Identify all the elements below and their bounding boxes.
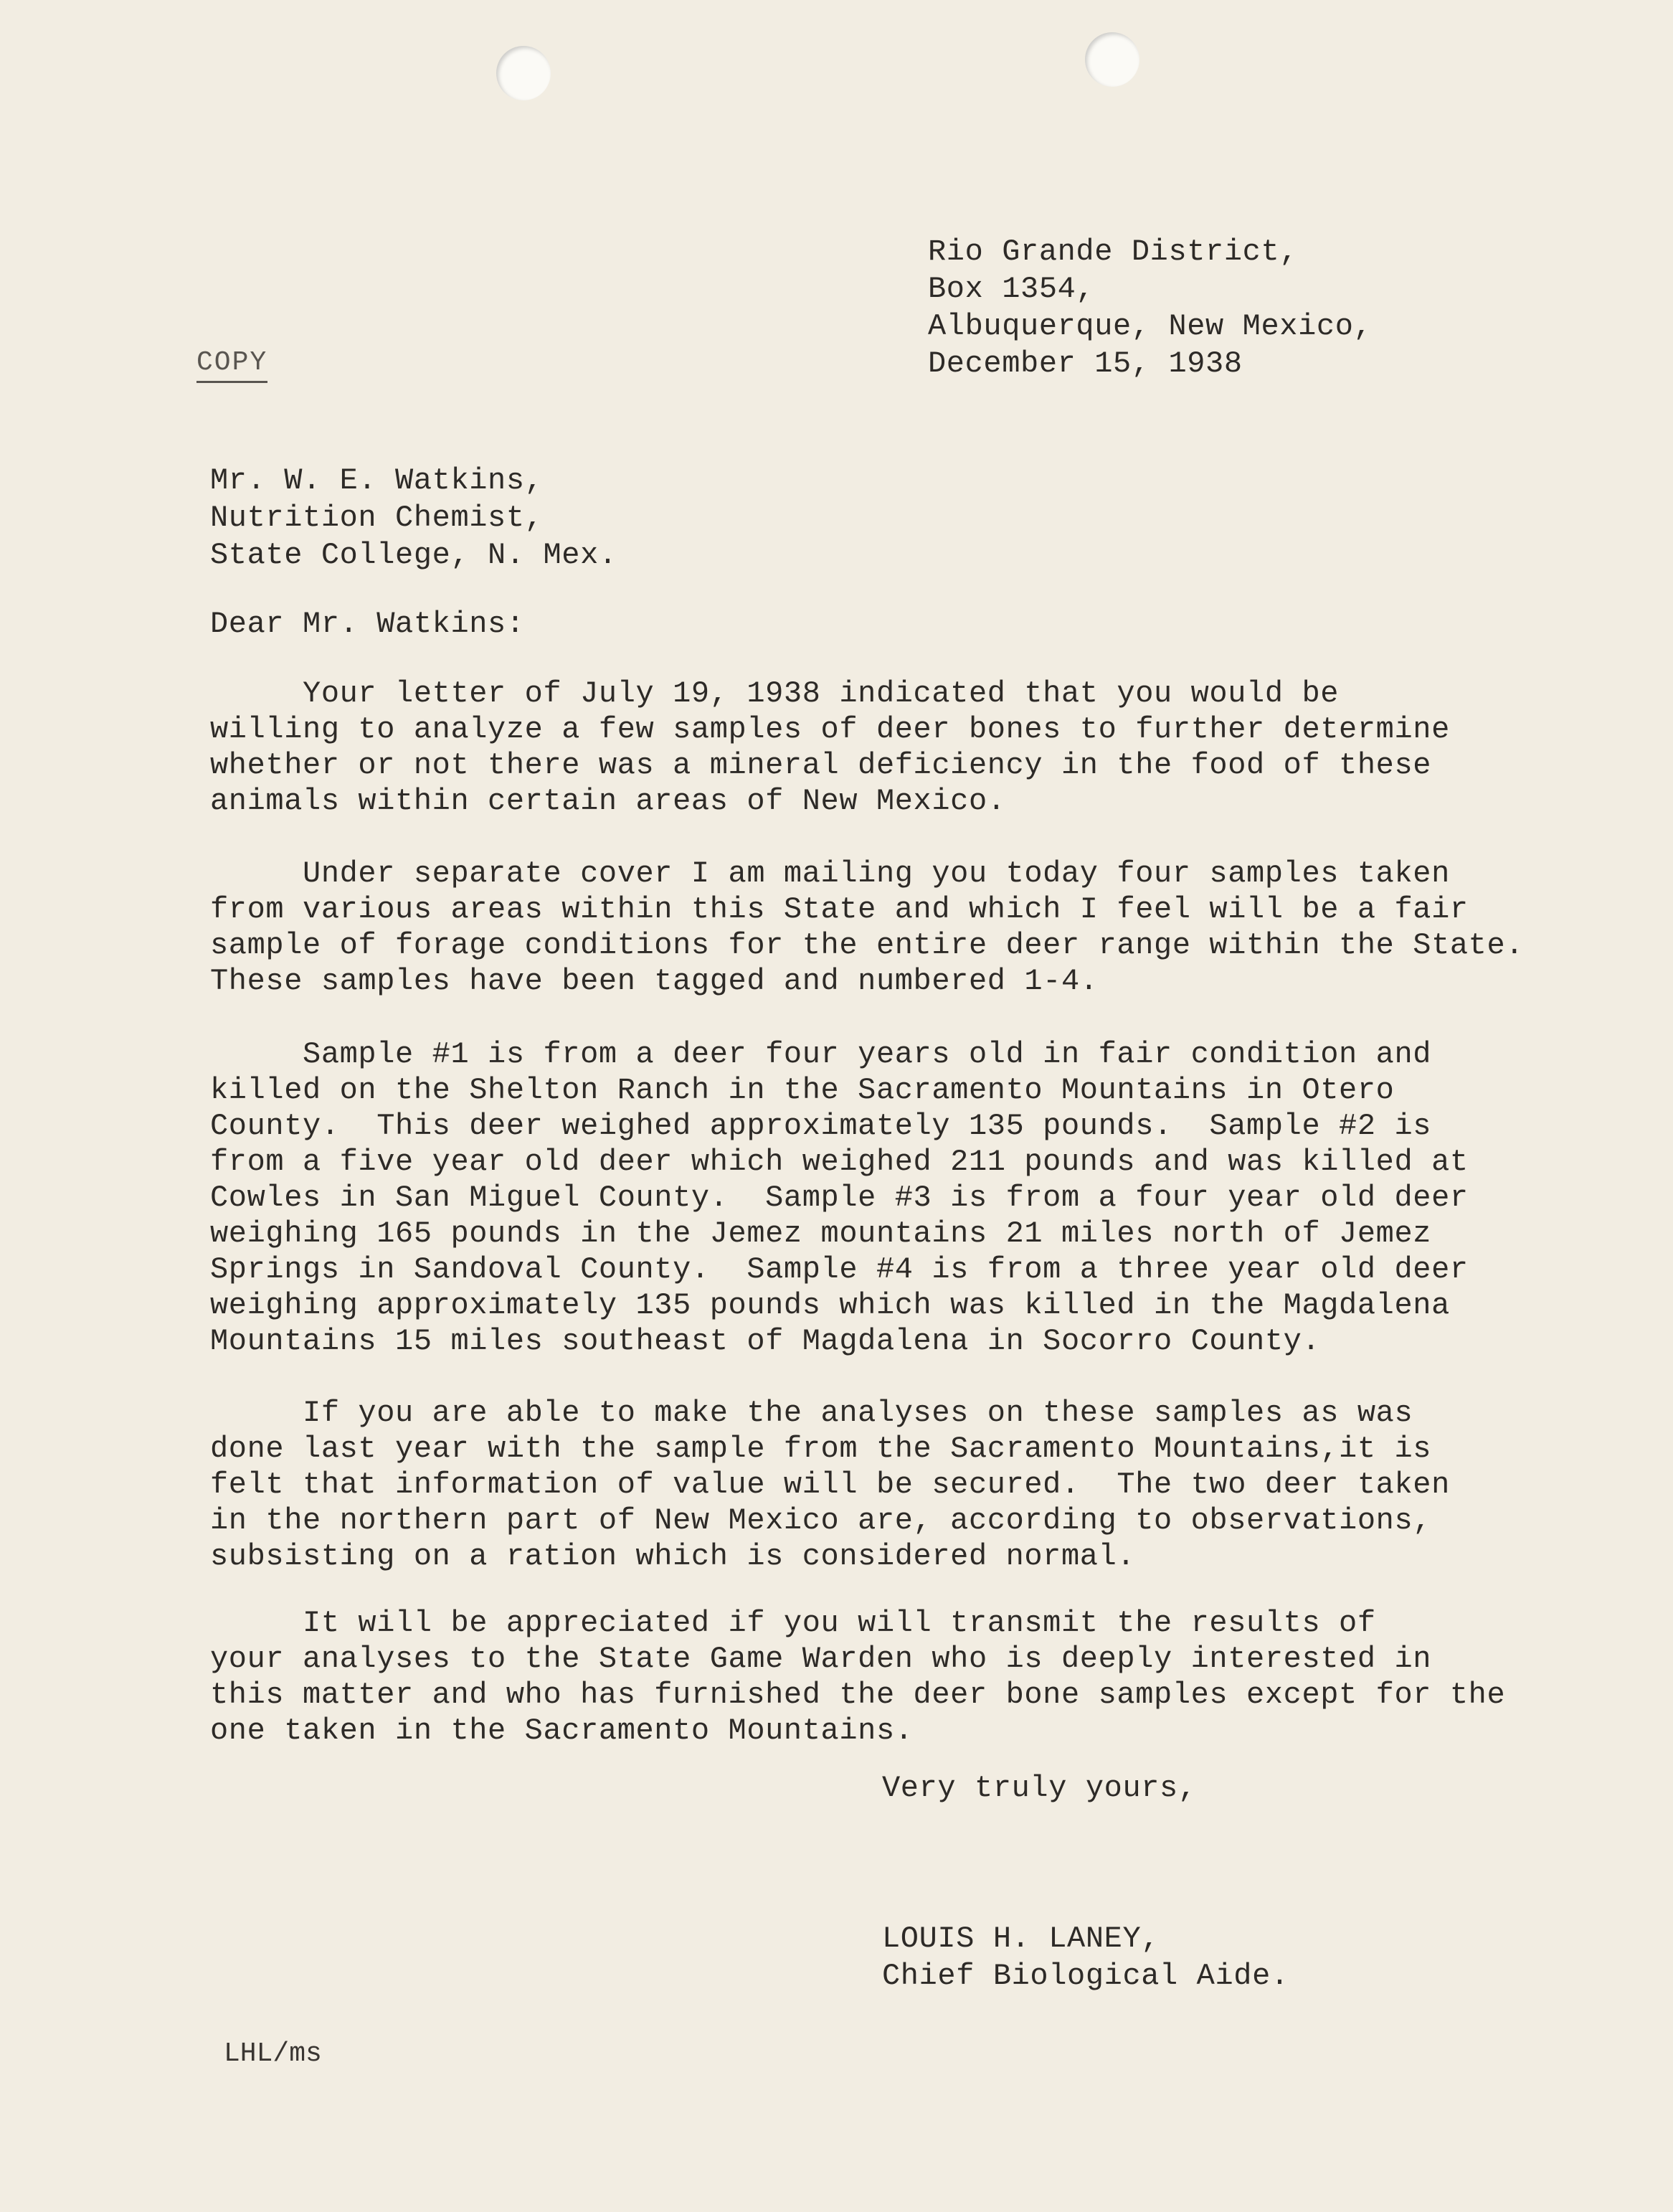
body-line: from a five year old deer which weighed 211 pounds and was killed at	[210, 1145, 1469, 1179]
addressee-title: Nutrition Chemist,	[210, 501, 544, 535]
punch-hole	[1085, 32, 1139, 87]
body-line: Mountains 15 miles southeast of Magdalena in Socorro County.	[210, 1324, 1321, 1358]
letter-date: December 15, 1938	[928, 346, 1243, 381]
addressee-name: Mr. W. E. Watkins,	[210, 463, 544, 498]
body-line: weighing 165 pounds in the Jemez mountains 21 miles north of Jemez	[210, 1216, 1432, 1251]
body-line: sample of forage conditions for the entire deer range within the State.	[210, 928, 1525, 963]
signer-title: Chief Biological Aide.	[882, 1959, 1289, 1993]
body-line: Cowles in San Miguel County. Sample #3 is from a four year old deer	[210, 1181, 1469, 1215]
body-line: Springs in Sandoval County. Sample #4 is from a three year old deer	[210, 1252, 1469, 1287]
body-line: your analyses to the State Game Warden who is deeply interested in	[210, 1642, 1432, 1676]
addressee-location: State College, N. Mex.	[210, 538, 617, 572]
reference-initials: LHL/ms	[224, 2038, 322, 2069]
body-line: this matter and who has furnished the deer bone samples except for the	[210, 1678, 1506, 1712]
body-line: Sample #1 is from a deer four years old in fair condition and	[210, 1037, 1432, 1072]
heading-district: Rio Grande District,	[928, 235, 1299, 269]
body-line: from various areas within this State and which I feel will be a fair	[210, 892, 1469, 927]
body-line: willing to analyze a few samples of deer bones to further determine	[210, 712, 1450, 747]
body-line: felt that information of value will be secured. The two deer taken	[210, 1467, 1450, 1502]
punch-hole	[496, 46, 551, 100]
body-line: done last year with the sample from the Sacramento Mountains,it is	[210, 1432, 1432, 1466]
copy-stamp: COPY	[196, 347, 267, 383]
body-line: County. This deer weighed approximately 135 pounds. Sample #2 is	[210, 1109, 1432, 1143]
signer-name: LOUIS H. LANEY,	[882, 1922, 1160, 1956]
body-line: These samples have been tagged and numbered 1-4.	[210, 964, 1099, 998]
body-line: Your letter of July 19, 1938 indicated that you would be	[210, 676, 1340, 711]
heading-box: Box 1354,	[928, 272, 1095, 306]
body-line: killed on the Shelton Ranch in the Sacramento Mountains in Otero	[210, 1073, 1395, 1107]
body-line: in the northern part of New Mexico are, according to observations,	[210, 1503, 1432, 1538]
body-line: subsisting on a ration which is considered normal.	[210, 1539, 1136, 1574]
body-line: Under separate cover I am mailing you today four samples taken	[210, 856, 1450, 891]
body-line: animals within certain areas of New Mexico.	[210, 784, 1006, 818]
heading-city: Albuquerque, New Mexico,	[928, 309, 1373, 344]
body-line: If you are able to make the analyses on these samples as was	[210, 1396, 1413, 1430]
salutation: Dear Mr. Watkins:	[210, 607, 525, 641]
body-line: one taken in the Sacramento Mountains.	[210, 1714, 914, 1748]
body-line: weighing approximately 135 pounds which was killed in the Magdalena	[210, 1288, 1450, 1323]
body-line: whether or not there was a mineral deficiency in the food of these	[210, 748, 1432, 783]
closing: Very truly yours,	[882, 1771, 1197, 1805]
body-line: It will be appreciated if you will transmit the results of	[210, 1606, 1376, 1640]
